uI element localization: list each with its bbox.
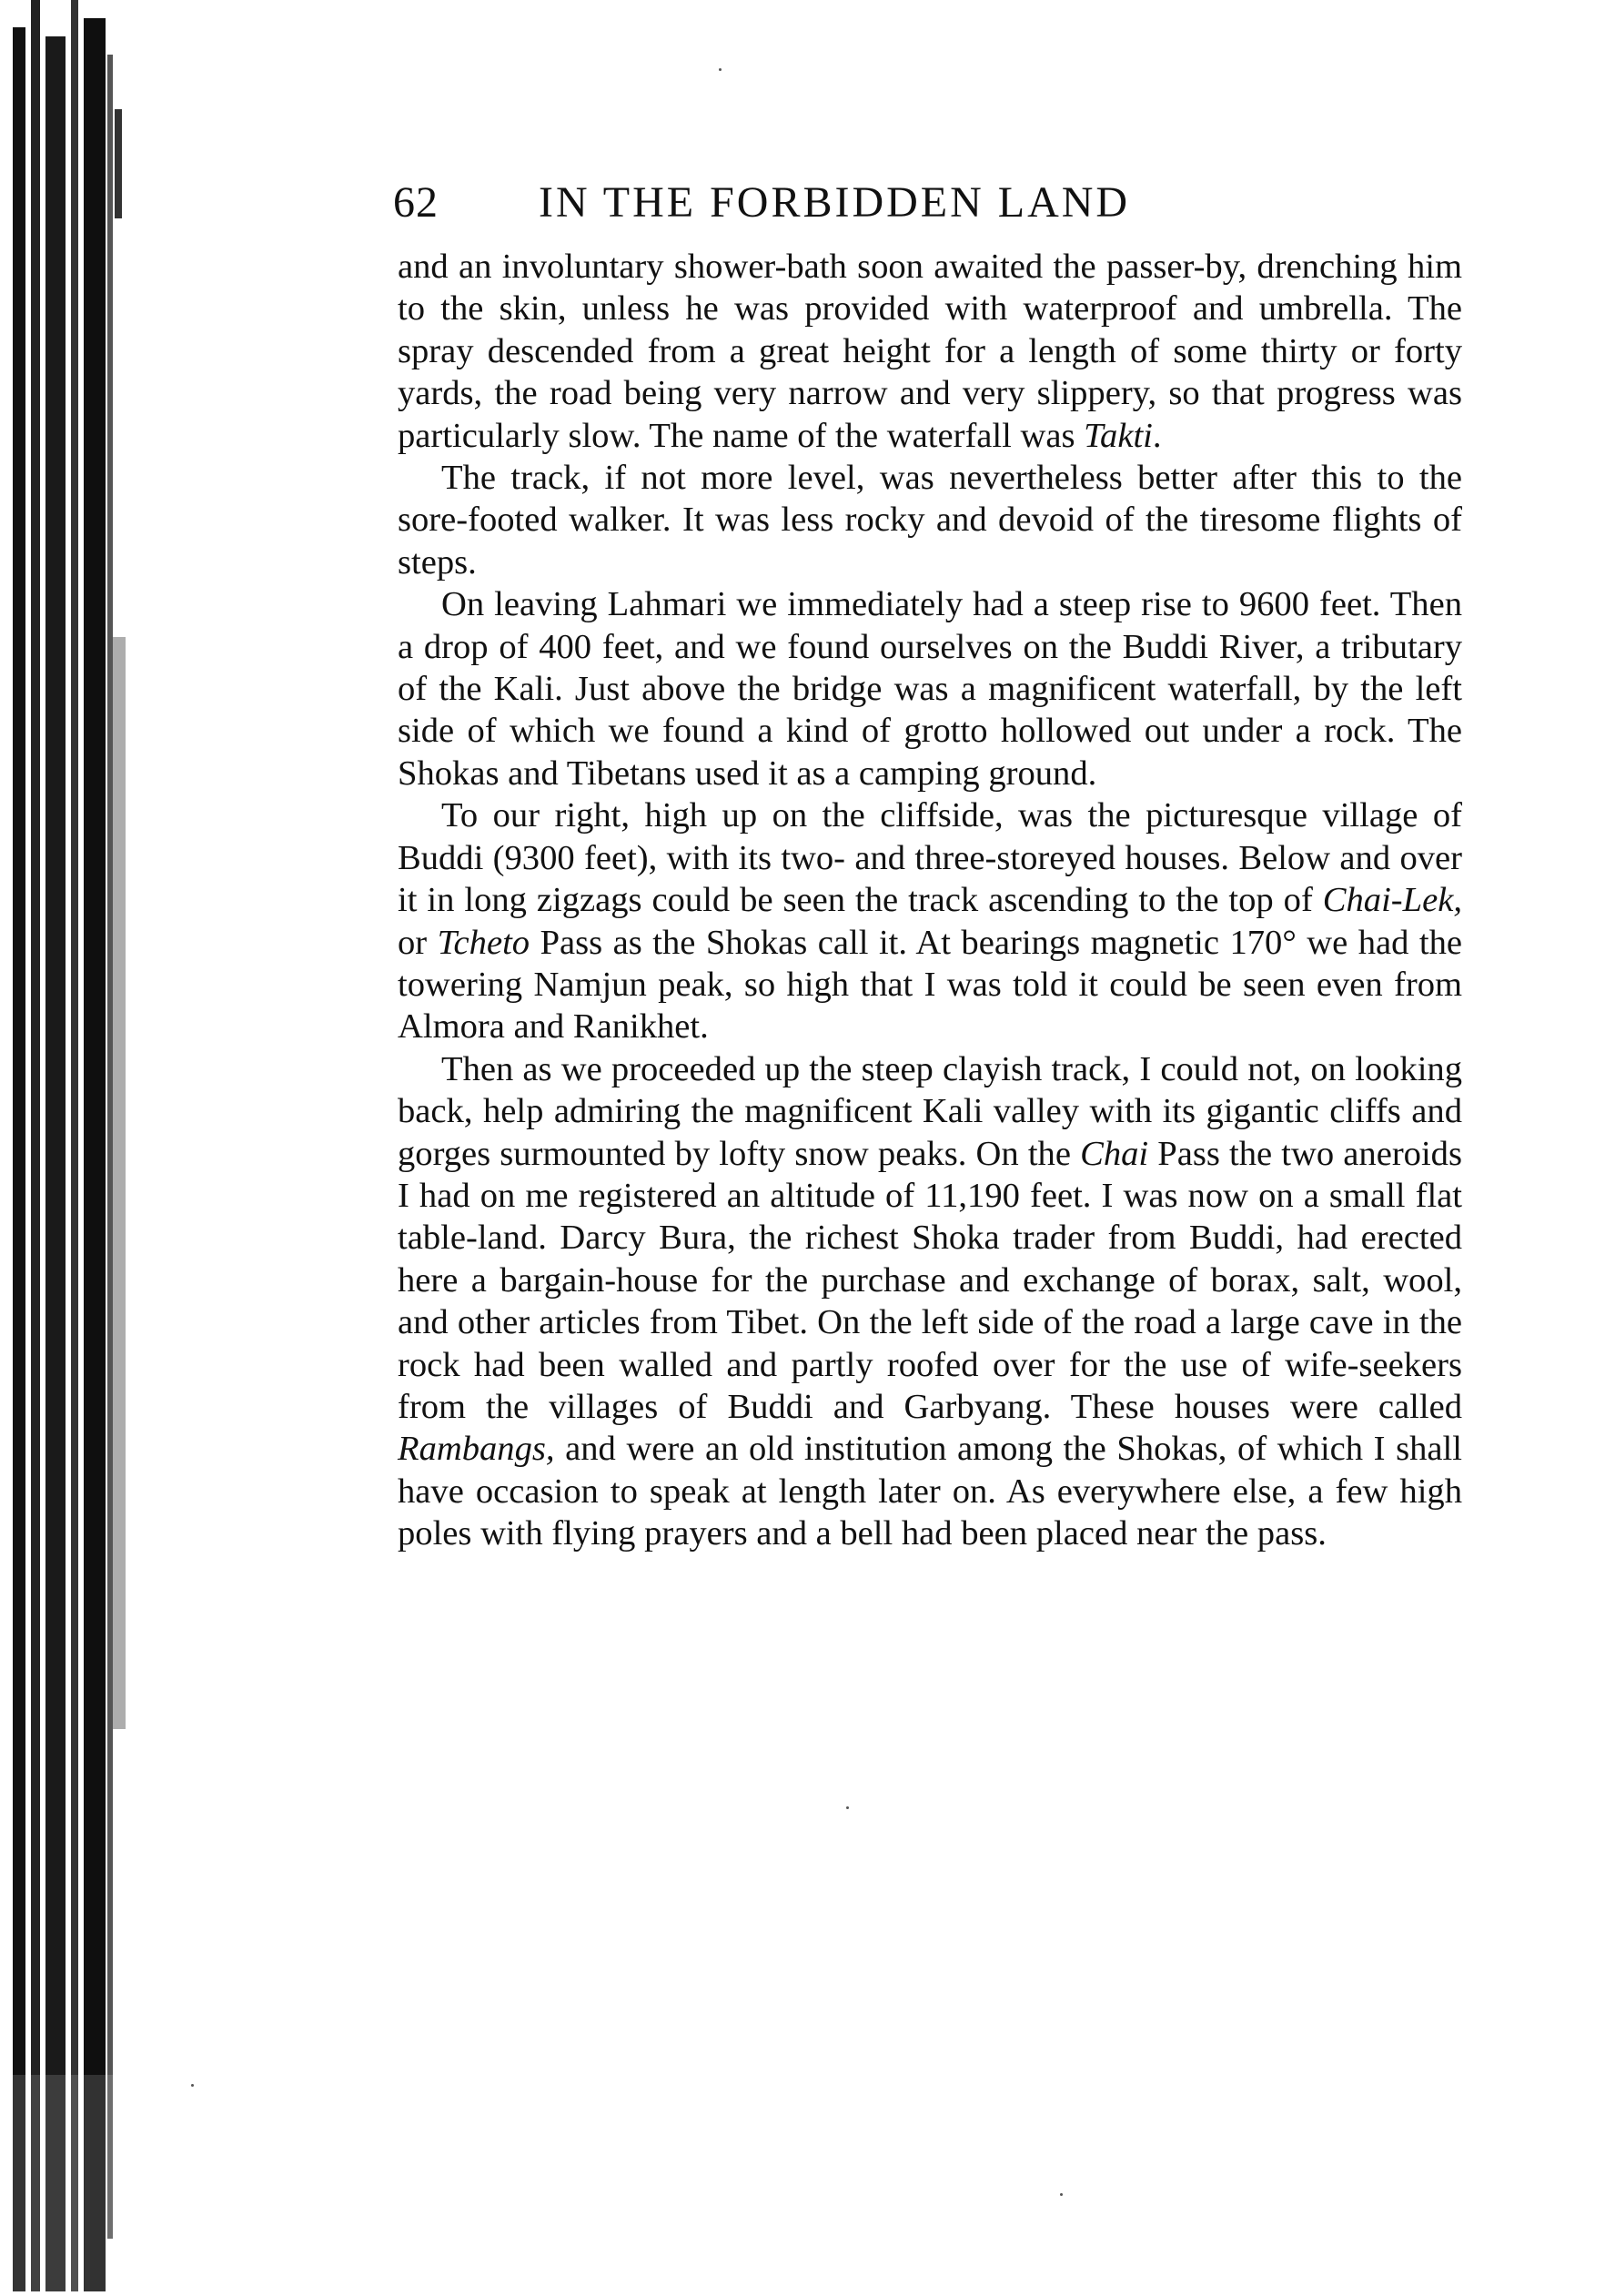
body-text: [398, 246, 1462, 1555]
book-binding-edge: [0, 0, 159, 2291]
paper-speck: [1060, 2193, 1063, 2196]
page-number: 62: [393, 178, 439, 227]
paper-speck: [191, 2084, 194, 2087]
paragraph: Then as we proceeded up the steep clayish track, I could not, on looking back, help admiring the magnificent Kali valley with its gigantic cliffs and gorges surmounted by lofty snow peaks. On the Chai Pass the two aneroids I had on me registered an altitude of 11,190 feet. I was now on a small flat table-land. Darcy Bura, the richest Shoka trader from Buddi, had erected here a bargain-house for the purchase and exchange of borax, salt, wool, and other articles from Tibet. On the left side of the road a large cave in the rock had been walled and partly roofed over for the use of wife-seekers from the villages of Buddi and Garbyang. These houses were called Rambangs, and were an old institution among the Shokas, of which I shall have occasion to speak at length later on. As everywhere else, a few high poles with flying prayers and a bell had been placed near the pass.: [398, 1049, 1462, 1553]
paragraph: On leaving Lahmari we immediately had a steep rise to 9600 feet. Then a drop of 400 feet, and we found ourselves on the Buddi River, a tributary of the Kali. Just above the bridge was a magnificent waterfall, by the left side of which we found a kind of grotto hollowed out under a rock. The Shokas and Tibetans used it as a camping ground.: [398, 585, 1462, 793]
paper-speck: [846, 1806, 849, 1809]
running-head: IN THE FORBIDDEN LAND: [539, 178, 1131, 227]
paragraph: To our right, high up on the cliffside, was the picturesque village of Buddi (9300 feet), with its two- and three-storeyed houses. Below and over it in long zigzags could be seen the track ascending to the top of Chai-Lek, or Tcheto Pass as the Shokas call it. At bearings magnetic 170° we had the towering Namjun peak, so high that I was told it could be seen even from Almora and Ranikhet.: [398, 796, 1462, 1047]
page-header: [393, 177, 1467, 232]
paper-speck: [719, 68, 722, 71]
paragraph: and an involuntary shower-bath soon awaited the passer-by, drenching him to the skin, unless he was provided with waterproof and umbrella. The spray descended from a great height for a length of some thirty or forty yards, the road being very narrow and very slippery, so that progress was particularly slow. The name of the waterfall was Takti.: [398, 248, 1462, 455]
paragraph: The track, if not more level, was nevertheless better after this to the sore-footed walker. It was less rocky and devoid of the tiresome flights of steps.: [398, 459, 1462, 582]
